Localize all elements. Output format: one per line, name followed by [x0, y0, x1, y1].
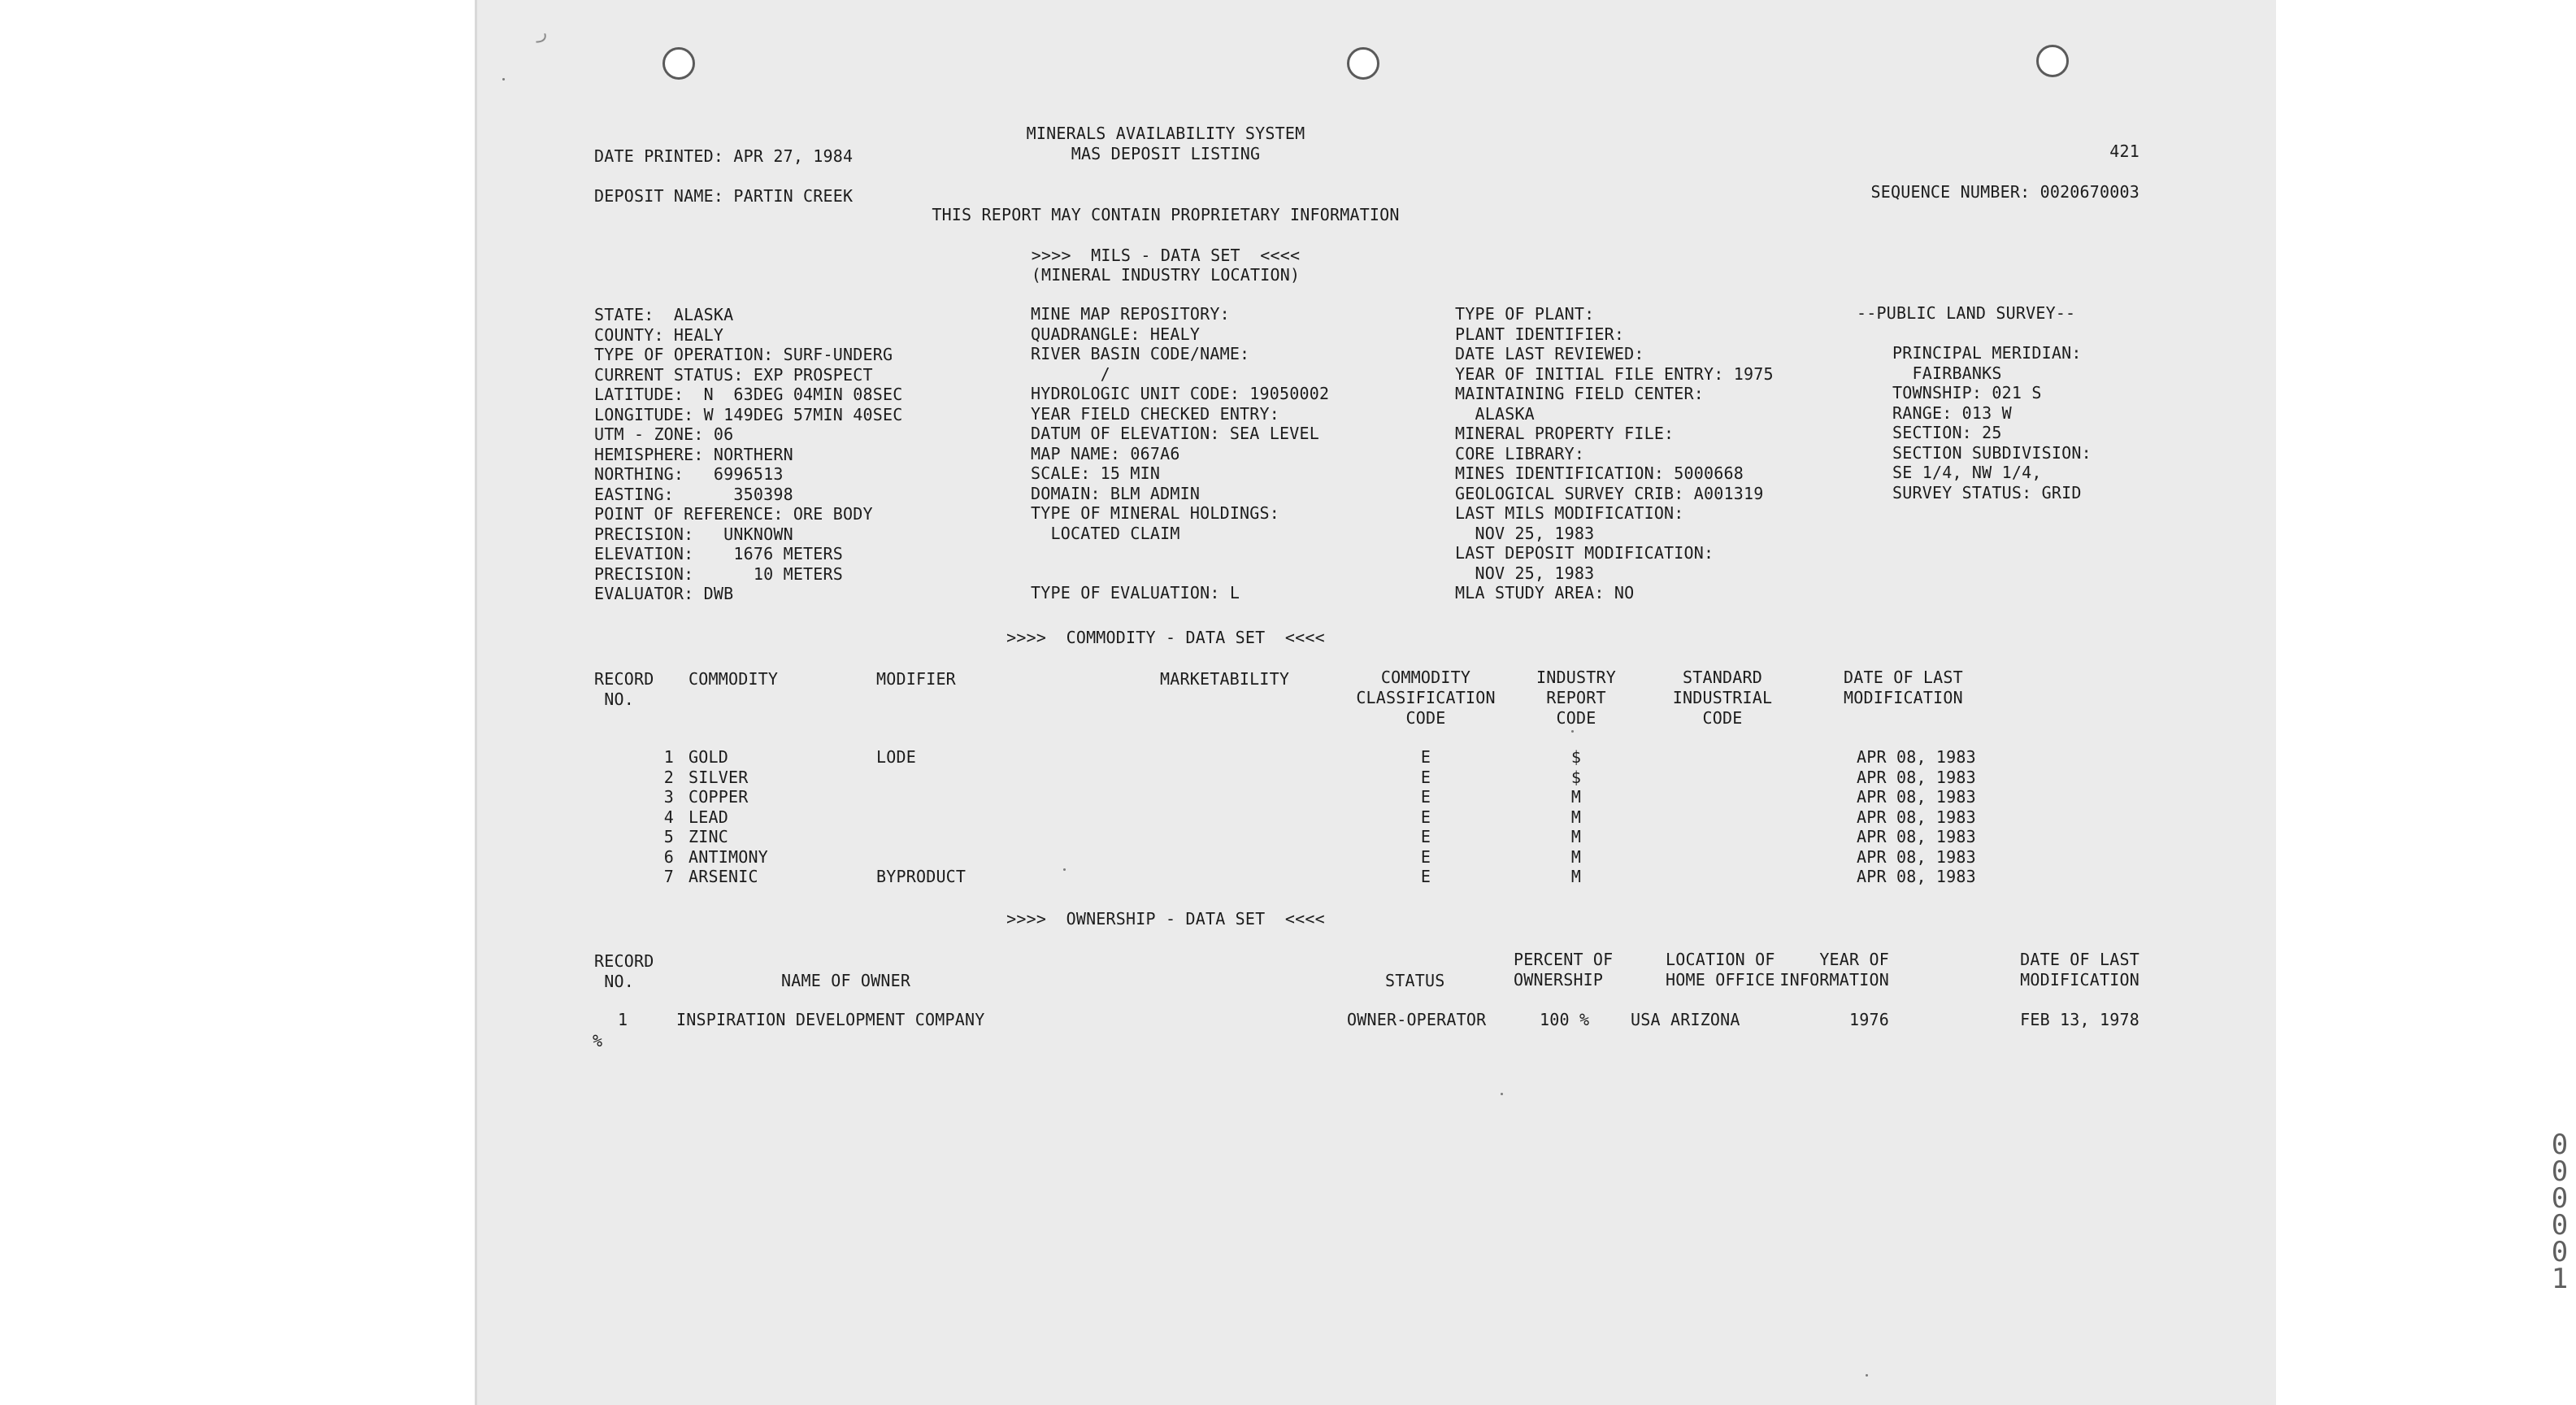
commodity-modification-date: APR 08, 1983 [1857, 767, 1976, 787]
mils-field: HEMISPHERE: NORTHERN [594, 444, 793, 464]
mils-section-subtitle: (MINERAL INDUSTRY LOCATION) [1031, 265, 1301, 285]
mils-field: SCALE: 15 MIN [1031, 463, 1161, 483]
commodity-header-date: DATE OF LAST MODIFICATION [1844, 668, 1963, 707]
mils-field: LAST DEPOSIT MODIFICATION: [1455, 543, 1714, 563]
commodity-record-no: 5 [663, 827, 674, 846]
mils-field: MAP NAME: 067A6 [1031, 443, 1180, 463]
commodity-header-classification: COMMODITY CLASSIFICATION CODE [1356, 668, 1496, 728]
mils-field: MINERAL PROPERTY FILE: [1455, 424, 1675, 443]
survey-field: RANGE: 013 W [1892, 402, 2012, 423]
system-title: MINERALS AVAILABILITY SYSTEM [1026, 124, 1305, 143]
ownership-header-date: DATE OF LAST MODIFICATION [2020, 950, 2139, 990]
ownership-section-title: >>>> OWNERSHIP - DATA SET <<<< [1006, 909, 1325, 929]
listing-title: MAS DEPOSIT LISTING [1071, 144, 1261, 163]
mils-field: PLANT IDENTIFIER: [1455, 324, 1625, 344]
mils-field: ELEVATION: 1676 METERS [594, 544, 844, 563]
mils-field: NOV 25, 1983 [1455, 523, 1595, 543]
commodity-modification-date: APR 08, 1983 [1857, 807, 1976, 827]
scan-speck [502, 78, 505, 80]
mils-field: TYPE OF OPERATION: SURF-UNDERG [594, 345, 893, 364]
mils-field: POINT OF REFERENCE: ORE BODY [594, 504, 873, 524]
ownership-header-name: NAME OF OWNER [781, 971, 911, 990]
commodity-record-no: 4 [663, 807, 674, 827]
mils-field: DATE LAST REVIEWED: [1455, 344, 1644, 363]
mils-field: LOCATED CLAIM [1031, 523, 1180, 543]
commodity-modification-date: APR 08, 1983 [1857, 827, 1976, 846]
mils-field: DOMAIN: BLM ADMIN [1031, 483, 1201, 503]
mils-field: EASTING: 350398 [594, 484, 793, 504]
mils-field: YEAR OF INITIAL FILE ENTRY: 1975 [1455, 363, 1774, 384]
commodity-industry-code: M [1570, 846, 1582, 867]
mils-field: CORE LIBRARY: [1455, 443, 1585, 463]
ownership-header-percent: PERCENT OF OWNERSHIP [1514, 950, 1614, 990]
commodity-industry-code: M [1570, 807, 1582, 827]
commodity-header-modifier: MODIFIER [876, 669, 956, 689]
commodity-modification-date: APR 08, 1983 [1857, 846, 1976, 867]
commodity-name: ZINC [689, 827, 728, 846]
mils-field: TYPE OF MINERAL HOLDINGS: [1031, 503, 1280, 523]
commodity-name: GOLD [689, 747, 728, 767]
commodity-industry-code: M [1570, 867, 1582, 886]
commodity-classification-code: E [1420, 867, 1431, 886]
document-page [475, 0, 2569, 1405]
mils-section-title: >>>> MILS - DATA SET <<<< [1031, 246, 1301, 265]
scan-mark: ر [536, 23, 548, 43]
scan-speck [1063, 868, 1066, 871]
commodity-record-no: 2 [663, 767, 674, 787]
commodity-header-record-no: RECORD NO. [594, 669, 654, 709]
commodity-name: COPPER [689, 787, 749, 807]
commodity-industry-code: $ [1570, 747, 1582, 767]
commodity-header-commodity: COMMODITY [689, 669, 779, 689]
commodity-record-no: 6 [663, 846, 674, 867]
ownership-header-status: STATUS [1385, 971, 1445, 990]
commodity-industry-code: M [1570, 787, 1582, 807]
mils-field: RIVER BASIN CODE/NAME: [1031, 344, 1250, 363]
mils-field: LONGITUDE: W 149DEG 57MIN 40SEC [594, 404, 903, 424]
commodity-modification-date: APR 08, 1983 [1857, 787, 1976, 807]
mils-field: NORTHING: 6996513 [594, 464, 784, 484]
mils-field: / [1031, 363, 1110, 384]
punch-hole [1347, 47, 1379, 80]
deposit-name: DEPOSIT NAME: PARTIN CREEK [594, 186, 854, 206]
scan-speck [1866, 1374, 1868, 1377]
commodity-record-no: 1 [663, 747, 674, 767]
mils-field: PRECISION: 10 METERS [594, 563, 844, 584]
ownership-header-record-no: RECORD NO. [594, 951, 654, 991]
commodity-classification-code: E [1420, 827, 1431, 846]
mils-field: COUNTY: HEALY [594, 324, 724, 345]
document-stamp-number: 000001 [2551, 1129, 2569, 1295]
mils-field: MAINTAINING FIELD CENTER: [1455, 384, 1705, 403]
end-of-record-mark: % [593, 1031, 603, 1050]
mils-field: YEAR FIELD CHECKED ENTRY: [1031, 403, 1280, 424]
commodity-header-marketability: MARKETABILITY [1160, 669, 1290, 689]
commodity-modifier: LODE [876, 747, 916, 767]
mils-field: TYPE OF PLANT: [1455, 304, 1595, 324]
mils-field: GEOLOGICAL SURVEY CRIB: A001319 [1455, 483, 1764, 503]
mils-field: UTM - ZONE: 06 [594, 424, 734, 444]
commodity-record-no: 7 [663, 867, 674, 886]
survey-field: SE 1/4, NW 1/4, [1892, 463, 2042, 482]
scan-speck [1571, 730, 1574, 733]
survey-field: SECTION: 25 [1892, 423, 2002, 442]
commodity-modifier: BYPRODUCT [876, 867, 967, 886]
commodity-name: SILVER [689, 767, 749, 787]
commodity-classification-code: E [1420, 807, 1431, 827]
ownership-header-year: YEAR OF INFORMATION [1779, 950, 1889, 990]
mils-field: QUADRANGLE: HEALY [1031, 324, 1201, 344]
commodity-classification-code: E [1420, 747, 1431, 767]
public-land-survey-heading: --PUBLIC LAND SURVEY-- [1857, 303, 2076, 323]
mils-field: LAST MILS MODIFICATION: [1455, 503, 1684, 523]
commodity-section-title: >>>> COMMODITY - DATA SET <<<< [1006, 628, 1325, 647]
survey-field: SECTION SUBDIVISION: [1892, 442, 2092, 463]
mils-field: DATUM OF ELEVATION: SEA LEVEL [1031, 424, 1319, 443]
owner-year-of-information: 1976 [1849, 1010, 1889, 1029]
commodity-classification-code: E [1420, 787, 1431, 807]
punch-hole [662, 47, 695, 80]
commodity-modification-date: APR 08, 1983 [1857, 867, 1976, 886]
commodity-industry-code: $ [1570, 767, 1582, 787]
sequence-number: SEQUENCE NUMBER: 0020670003 [1870, 182, 2139, 202]
commodity-classification-code: E [1420, 767, 1431, 787]
commodity-record-no: 3 [663, 787, 674, 807]
commodity-name: LEAD [689, 807, 728, 827]
ownership-header-location: LOCATION OF HOME OFFICE [1666, 950, 1775, 990]
commodity-header-sic: STANDARD INDUSTRIAL CODE [1672, 668, 1773, 728]
date-printed: DATE PRINTED: APR 27, 1984 [594, 146, 854, 166]
proprietary-notice: THIS REPORT MAY CONTAIN PROPRIETARY INFORMATION [932, 205, 1400, 224]
mils-field: ALASKA [1455, 403, 1535, 424]
survey-field: SURVEY STATUS: GRID [1892, 482, 2082, 502]
commodity-classification-code: E [1420, 846, 1431, 867]
owner-name: INSPIRATION DEVELOPMENT COMPANY [676, 1010, 985, 1029]
scan-speck [1501, 1093, 1503, 1095]
owner-percent: 100 % [1540, 1010, 1590, 1029]
owner-record-no: 1 [618, 1010, 628, 1029]
mils-field: MINES IDENTIFICATION: 5000668 [1455, 463, 1744, 483]
survey-field: TOWNSHIP: 021 S [1892, 383, 2042, 402]
commodity-name: ARSENIC [689, 867, 758, 886]
punch-hole [2036, 45, 2069, 77]
mils-field: STATE: ALASKA [594, 305, 734, 324]
mils-field: PRECISION: UNKNOWN [594, 524, 793, 544]
owner-home-office: USA ARIZONA [1631, 1010, 1740, 1029]
mils-field: TYPE OF EVALUATION: L [1031, 583, 1240, 602]
survey-field: FAIRBANKS [1892, 363, 2002, 383]
mils-field: MLA STUDY AREA: NO [1455, 583, 1635, 602]
commodity-header-industry: INDUSTRY REPORT CODE [1536, 668, 1616, 728]
owner-modification-date: FEB 13, 1978 [2020, 1010, 2139, 1029]
owner-status: OWNER-OPERATOR [1347, 1010, 1487, 1029]
commodity-industry-code: M [1570, 827, 1582, 846]
mils-field: LATITUDE: N 63DEG 04MIN 08SEC [594, 385, 903, 404]
mils-field: NOV 25, 1983 [1455, 563, 1595, 583]
mils-field: CURRENT STATUS: EXP PROSPECT [594, 364, 873, 385]
mils-field: HYDROLOGIC UNIT CODE: 19050002 [1031, 384, 1330, 403]
mils-field: MINE MAP REPOSITORY: [1031, 304, 1230, 324]
page-number: 421 [2109, 141, 2139, 161]
mils-field: EVALUATOR: DWB [594, 584, 734, 603]
survey-field: PRINCIPAL MERIDIAN: [1892, 343, 2082, 363]
commodity-modification-date: APR 08, 1983 [1857, 747, 1976, 767]
commodity-name: ANTIMONY [689, 846, 768, 867]
